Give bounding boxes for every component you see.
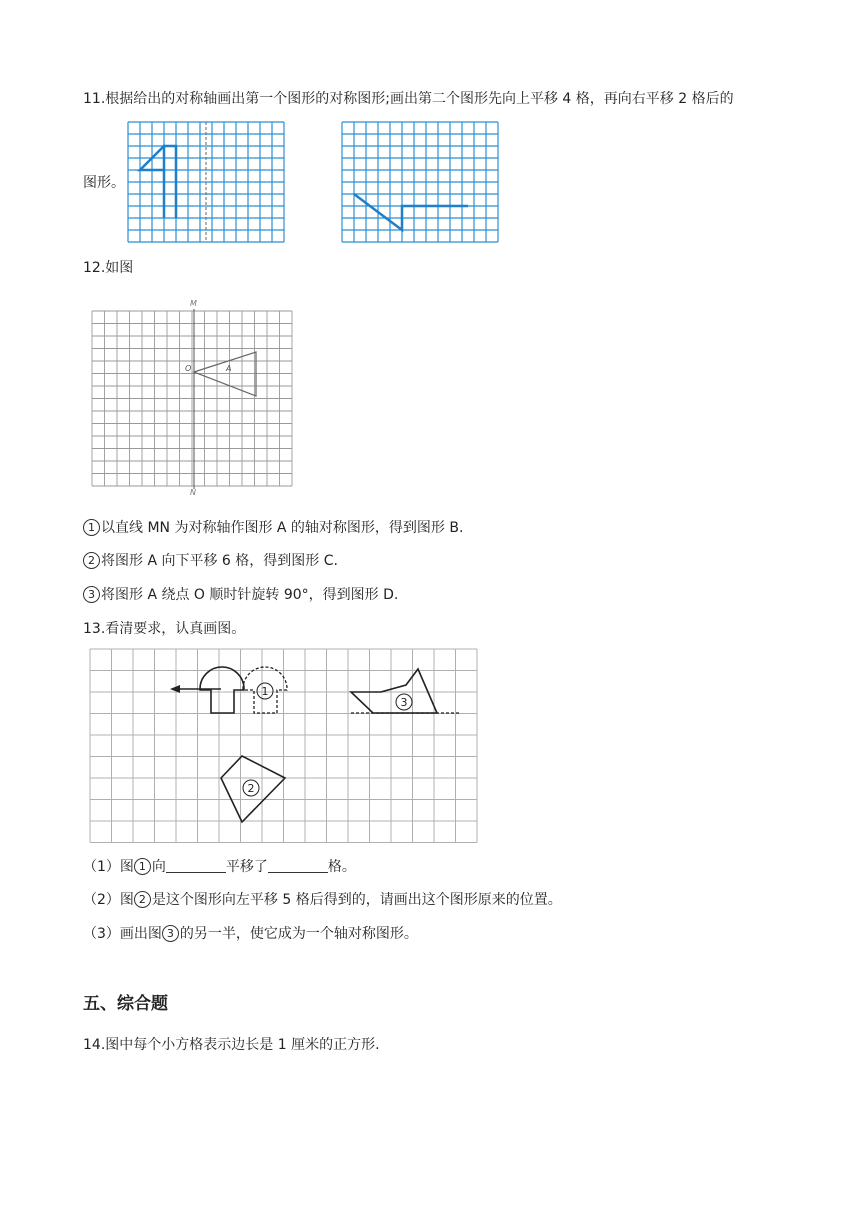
q12-item-3: 3 将图形 A 绕点 O 顺时针旋转 90°，得到图形 D. (83, 585, 398, 605)
q12-item-1: 1 以直线 MN 为对称轴作图形 A 的轴对称图形，得到图形 B. (83, 518, 463, 538)
fig1-number: 1 (261, 685, 269, 698)
shape-a-label: A (226, 364, 232, 373)
q11-grid-right (341, 121, 499, 245)
q14-text: 14.图中每个小方格表示边长是 1 厘米的正方形. (83, 1037, 380, 1053)
q12-title: 12.如图 (83, 260, 134, 276)
q11-grid-left (127, 121, 285, 245)
q11-text-line1: 11.根据给出的对称轴画出第一个图形的对称图形;画出第二个图形先向上平移 4 格，再向右平移 2 格后的 (83, 91, 734, 107)
q12-item-2: 2 将图形 A 向下平移 6 格，得到图形 C. (83, 551, 338, 571)
q13-figure (88, 647, 482, 847)
q11-text-line2: 图形。 (83, 175, 125, 191)
fig3-number: 3 (400, 696, 408, 709)
q13-sub2: （2）图 2 是这个图形向左平移 5 格后得到的，请画出这个图形原来的位置。 (83, 892, 562, 908)
fig2-number: 2 (247, 782, 255, 795)
q12-figure (88, 297, 300, 497)
section-5-title: 五、综合题 (83, 994, 168, 1014)
q13-sub3: （3）画出图 3 的另一半，使它成为一个轴对称图形。 (83, 926, 418, 942)
q13-sub1: （1）图 1 向 平移了 格。 (83, 859, 356, 875)
q13-title: 13.看清要求，认真画图。 (83, 621, 246, 637)
axis-label-n: N (190, 488, 196, 497)
axis-label-m: M (190, 299, 197, 308)
point-o-label: O (185, 364, 192, 373)
